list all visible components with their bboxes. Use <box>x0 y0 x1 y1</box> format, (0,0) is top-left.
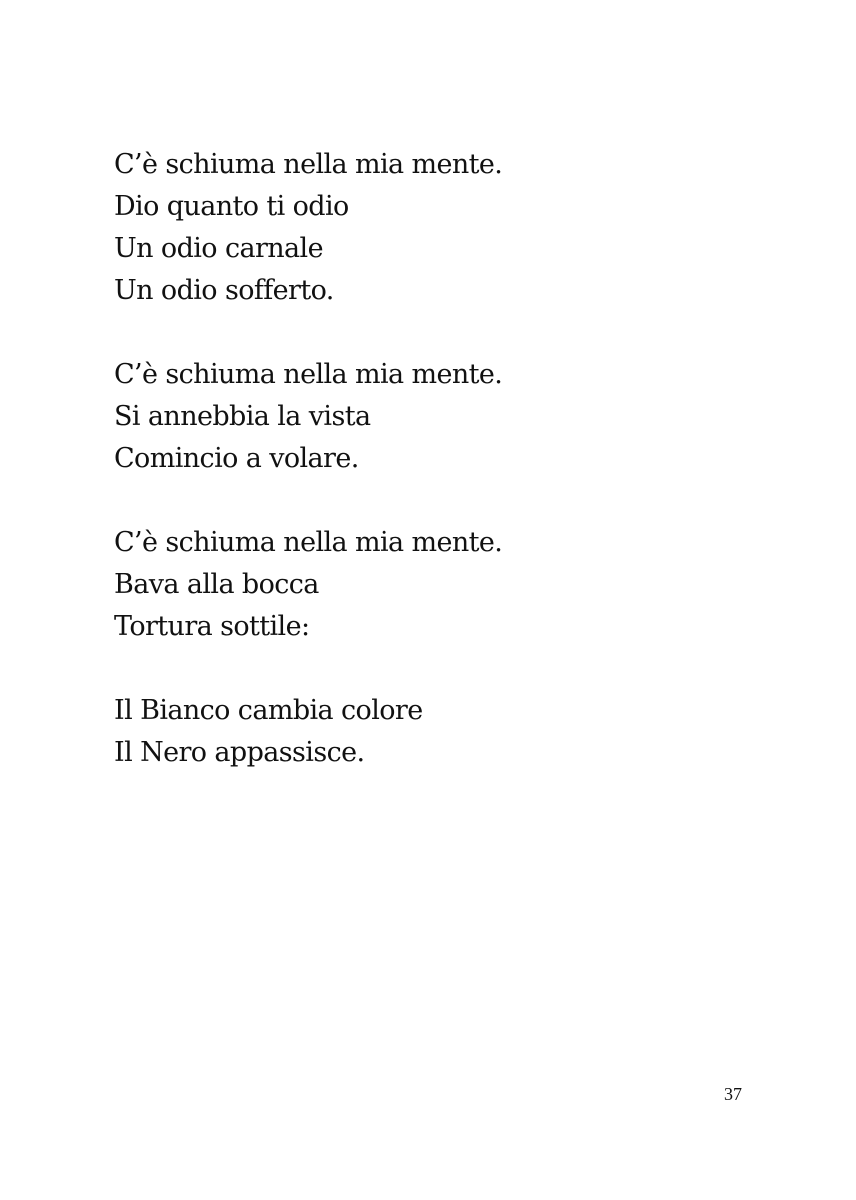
poem-line: C’è schiuma nella mia mente. <box>114 359 503 390</box>
stanza-4 <box>114 690 754 774</box>
poem <box>114 144 754 816</box>
poem-line: Un odio carnale <box>114 233 323 264</box>
poem-line: Dio quanto ti odio <box>114 191 349 222</box>
poem-line: Tortura sottile: <box>114 611 310 642</box>
poem-line: Il Nero appassisce. <box>114 737 365 768</box>
poem-line: Bava alla bocca <box>114 569 319 600</box>
poem-line: Un odio sofferto. <box>114 275 334 306</box>
poem-line: C’è schiuma nella mia mente. <box>114 149 503 180</box>
stanza-2 <box>114 354 754 480</box>
poem-line: Si annebbia la vista <box>114 401 371 432</box>
poem-line: C’è schiuma nella mia mente. <box>114 527 503 558</box>
poem-line: Il Bianco cambia colore <box>114 695 423 726</box>
stanza-1 <box>114 144 754 312</box>
poem-line: Comincio a volare. <box>114 443 359 474</box>
stanza-3 <box>114 522 754 648</box>
page-number: 37 <box>724 1084 742 1104</box>
